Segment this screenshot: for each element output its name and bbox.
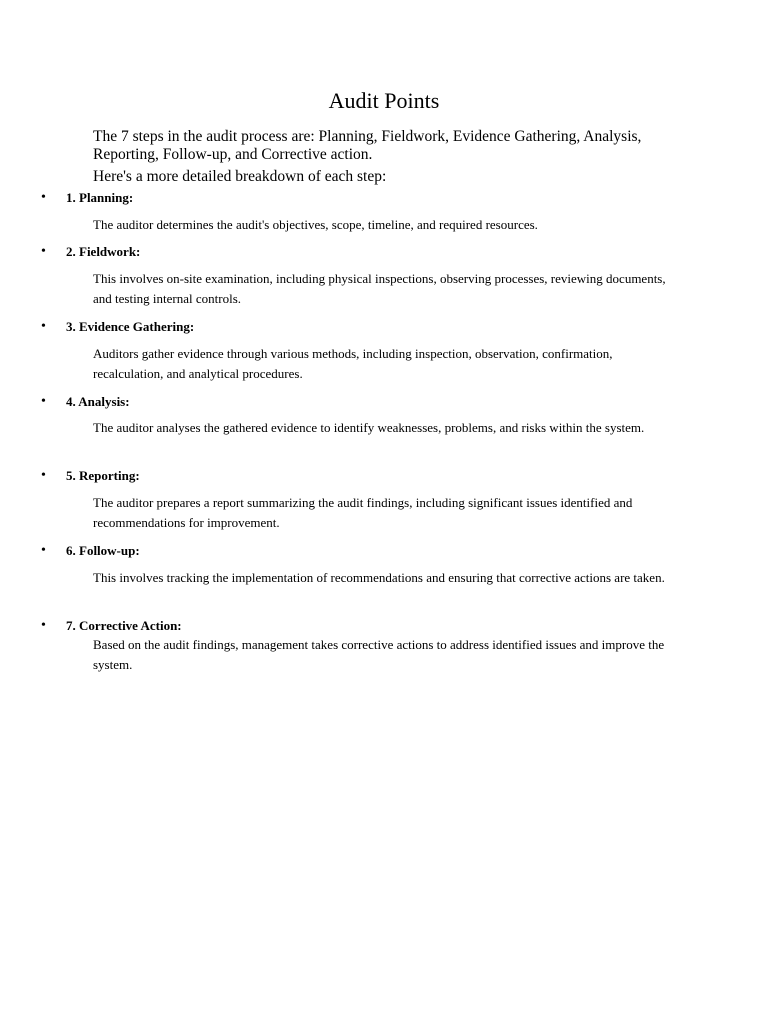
step-title: 5. Reporting: [66,468,140,483]
bullet-point: • [41,468,46,483]
step-description: The auditor determines the audit's objectives, scope, timeline, and required resources. [93,217,538,232]
step-description: This involves on-site examination, including physical inspections, observing processes, reviewing documents, and testing internal controls. [93,271,666,306]
step-description: The auditor analyses the gathered evidence to identify weaknesses, problems, and risks within the system. [93,420,645,435]
step-description: The auditor prepares a report summarizing the audit findings, including significant issues identified and recommendations for improvement. [93,495,633,530]
step-title: 6. Follow-up: [66,543,140,558]
bullet-point: • [41,319,46,334]
step-description: This involves tracking the implementation of recommendations and ensuring that corrective actions are taken. [93,570,665,585]
step-description: Auditors gather evidence through various methods, including inspection, observation, confirmation, recalculation, and analytical procedures. [93,346,613,381]
step-title: 7. Corrective Action: [66,618,182,633]
page-title: Audit Points [328,88,440,113]
bullet-point: • [41,543,46,558]
step-title: 2. Fieldwork: [66,244,141,259]
step-title: 1. Planning: [66,190,134,205]
intro-paragraph: The 7 steps in the audit process are: Planning, Fieldwork, Evidence Gathering, Analysis, Reporting, Follow-up, and Corrective action. [93,128,642,163]
bullet-point: • [41,190,46,205]
step-title: 4. Analysis: [66,394,130,409]
step-title: 3. Evidence Gathering: [66,319,195,334]
bullet-point: • [41,244,46,259]
bullet-point: • [41,618,46,633]
intro-followup-paragraph: Here's a more detailed breakdown of each step: [93,168,387,185]
bullet-point: • [41,394,46,409]
step-description: Based on the audit findings, management takes corrective actions to address identified issues and improve the system. [93,637,665,672]
